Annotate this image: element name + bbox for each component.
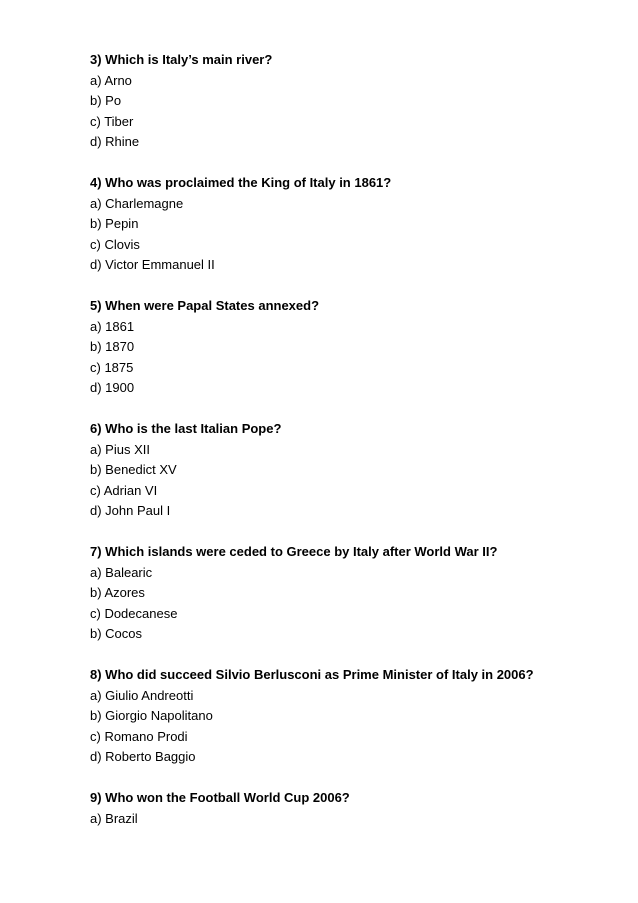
- question-title: 3) Which is Italy’s main river?: [90, 52, 273, 67]
- answer-option: a) Arno: [90, 72, 132, 88]
- question-title: 9) Who won the Football World Cup 2006?: [90, 790, 350, 805]
- answer-option: a) Pius XII: [90, 441, 150, 457]
- question-title: 4) Who was proclaimed the King of Italy in 1861?: [90, 175, 392, 190]
- question-title: 7) Which islands were ceded to Greece by Italy after World War II?: [90, 544, 498, 559]
- answer-option: a) Charlemagne: [90, 195, 184, 211]
- question-3: [90, 50, 610, 153]
- question-6: [90, 419, 610, 522]
- answer-option: b) 1870: [90, 339, 135, 354]
- answer-option: d) Rhine: [90, 134, 140, 149]
- question-8: [90, 665, 610, 768]
- answer-option: a) Brazil: [90, 810, 138, 826]
- answer-option: b) Giorgio Napolitano: [90, 708, 213, 723]
- question-5: [90, 296, 610, 399]
- answer-option: d) Roberto Baggio: [90, 749, 196, 764]
- answer-option: b) Benedict XV: [90, 462, 177, 477]
- answer-option: b) Cocos: [90, 626, 143, 641]
- answer-option: b) Po: [90, 93, 122, 108]
- answer-option: b) Azores: [90, 585, 145, 600]
- answer-option: c) Clovis: [90, 236, 140, 252]
- answer-option: b) Pepin: [90, 216, 139, 231]
- question-4: [90, 173, 610, 276]
- answer-option: d) Victor Emmanuel II: [90, 257, 215, 272]
- question-title: 8) Who did succeed Silvio Berlusconi as Prime Minister of Italy in 2006?: [90, 667, 534, 682]
- answer-option: c) Romano Prodi: [90, 728, 188, 744]
- quiz-page: [90, 50, 610, 850]
- answer-option: a) Giulio Andreotti: [90, 687, 194, 703]
- question-title: 5) When were Papal States annexed?: [90, 298, 320, 313]
- answer-option: c) Adrian VI: [90, 482, 158, 498]
- answer-option: c) Tiber: [90, 113, 134, 129]
- answer-option: c) Dodecanese: [90, 605, 178, 621]
- question-title: 6) Who is the last Italian Pope?: [90, 421, 282, 436]
- answer-option: a) Balearic: [90, 564, 153, 580]
- answer-option: a) 1861: [90, 318, 135, 334]
- answer-option: d) 1900: [90, 380, 135, 395]
- answer-option: d) John Paul I: [90, 503, 171, 518]
- question-7: [90, 542, 610, 645]
- question-9: [90, 788, 610, 829]
- answer-option: c) 1875: [90, 359, 134, 375]
